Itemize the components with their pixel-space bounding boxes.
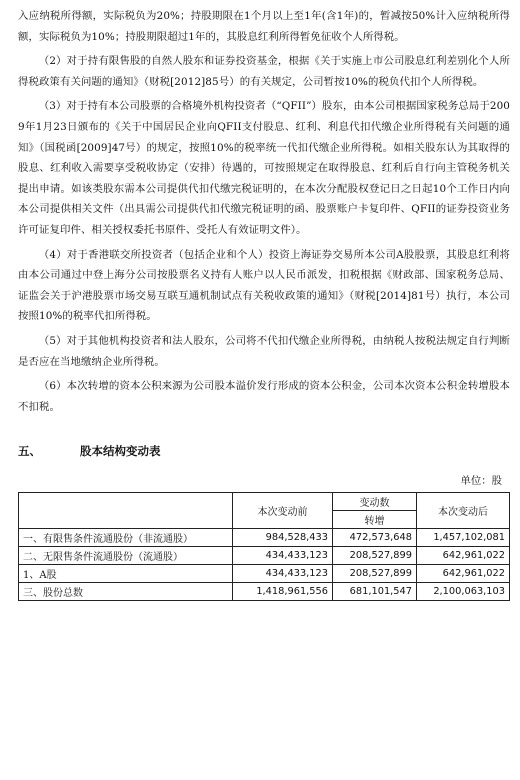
- row-after: 642,961,022: [417, 565, 510, 583]
- header-before: 本次变动前: [233, 493, 333, 529]
- header-change-sub: 转增: [333, 511, 417, 529]
- section-title: 股本结构变动表: [80, 444, 161, 459]
- table-row: [19, 583, 510, 601]
- paragraph-other-institutions: （5）对于其他机构投资者和法人股东，公司将不代扣代缴企业所得税，由纳税人按税法规定自行判断是否应在当地缴纳企业所得税。: [18, 334, 510, 368]
- paragraph-restricted-shares: （2）对于持有限售股的自然人股东和证券投资基金，根据《关于实施上市公司股息红利差别化个人所得税政策有关问题的通知》（财税[2012]85号）的有关规定，公司暂按10%的税负代扣个人所得税。: [18, 55, 510, 88]
- paragraph-hk-investors: （4）对于香港联交所投资者（包括企业和个人）投资上海证券交易所本公司A股股票，其股息红利将由本公司通过中登上海分公司按股票名义持有人账户以人民币派发，扣税根据《财政部、国家税务总局、证监会关于沪港股票市场交易互联互通机制试点有关税收政策的通知》（财税[2014]81号）执行，本公司按照10%的税率代扣所得税。: [18, 248, 510, 323]
- section-number: 五、: [18, 444, 41, 459]
- paragraph-tax-continuation: 入应纳税所得额，实际税负为20%；持股期限在1个月以上至1年(含1年)的，暂减按50%计入应纳税所得额，实际税负为10%；持股期限超过1年的，其股息红利所得暂免征收个人所得税。: [18, 10, 510, 43]
- share-structure-table: [18, 492, 510, 601]
- paragraph-capital-reserve: （6）本次转增的资本公积来源为公司股本溢价发行形成的资本公积金，公司本次资本公积金转增股本不扣税。: [18, 380, 510, 413]
- row-after: 2,100,063,103: [417, 583, 510, 601]
- row-before: 434,433,123: [233, 565, 333, 583]
- row-change: 208,527,899: [333, 547, 417, 565]
- row-before: 434,433,123: [233, 547, 333, 565]
- row-label: 二、无限售条件流通股份（流通股）: [19, 547, 233, 565]
- row-after: 642,961,022: [417, 547, 510, 565]
- row-change: 681,101,547: [333, 583, 417, 601]
- row-label: 1、A股: [19, 565, 233, 583]
- row-before: 984,528,433: [233, 529, 333, 547]
- row-change: 208,527,899: [333, 565, 417, 583]
- row-label: 一、有限售条件流通股份（非流通股）: [19, 529, 233, 547]
- paragraph-qfii: （3）对于持有本公司股票的合格境外机构投资者（“QFII”）股东，由本公司根据国家税务总局于2009年1月23日颁布的《关于中国居民企业向QFII支付股息、红利、利息代扣代缴企业所得税有关问题的通知》（国税函[2009]47号）的规定，按照10%的税率统一代扣代缴企业所得税。如相关股东认为其取得的股息、红利收入需要享受税收协定（安排）待遇的，可按照规定在取得股息、红利后自行向主管税务机关提出申请。如该类股东需本公司提供代扣代缴完税证明的，在本次分配股权登记日之日起10个工作日内向本公司提供相关文件（出具需公司提供代扣代缴完税证明的函、股票账户卡复印件、QFII的证券投资业务许可证复印件、相关授权委托书原件、受托人有效证明文件）。: [18, 100, 510, 236]
- unit-label: 单位：股: [460, 475, 502, 488]
- header-label-cell: [19, 493, 233, 529]
- row-before: 1,418,961,556: [233, 583, 333, 601]
- row-after: 1,457,102,081: [417, 529, 510, 547]
- table-row: [19, 565, 510, 583]
- table-header-row: [19, 493, 510, 511]
- section-heading: [18, 443, 510, 459]
- table-row: [19, 547, 510, 565]
- header-after: 本次变动后: [417, 493, 510, 529]
- header-change-group: 变动数: [333, 493, 417, 511]
- table-row: [19, 529, 510, 547]
- row-change: 472,573,648: [333, 529, 417, 547]
- row-label: 三、股份总数: [19, 583, 233, 601]
